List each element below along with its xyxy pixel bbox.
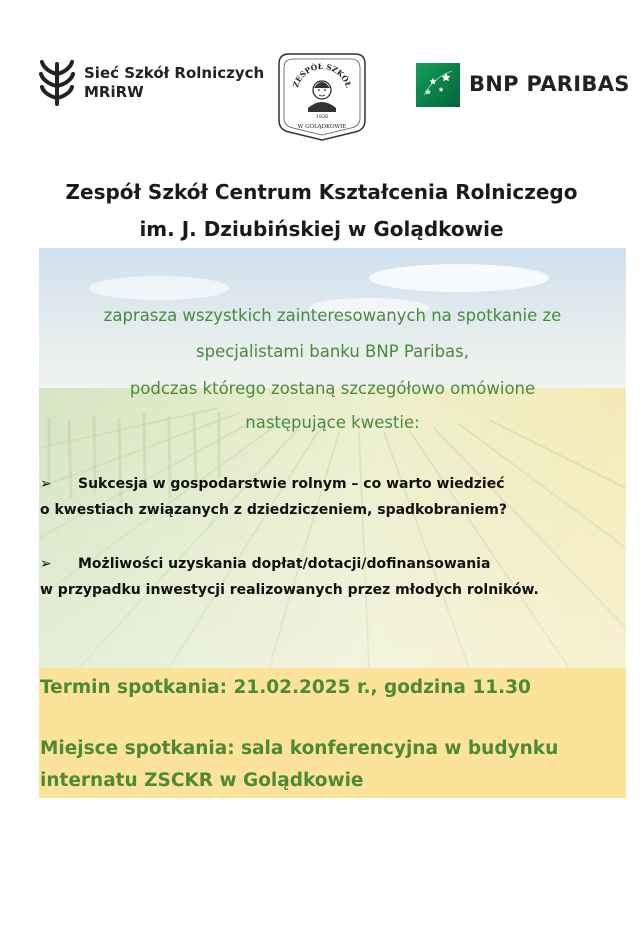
seal-top-text: ZESPÓŁ SZKÓŁ [291, 61, 353, 89]
portrait-seal-icon [275, 50, 369, 142]
arrow-bullet-icon: ➢ [40, 476, 52, 492]
sprout-icon [38, 60, 76, 106]
bullet-line1: Możliwości uzyskania dopłat/dotacji/dofinansowania [78, 556, 491, 572]
intro-paragraph-2 [39, 372, 626, 440]
siec-logo-text [84, 64, 264, 102]
arrow-bullet-icon: ➢ [40, 556, 52, 572]
siec-logo-line1: Sieć Szkół Rolniczych [84, 64, 265, 82]
intro-line3: podczas którego zostaną szczegółowo omówione [129, 379, 536, 398]
bnp-paribas-logo [416, 63, 630, 107]
siec-szkol-logo [38, 60, 265, 108]
seal-year: 1926 [315, 114, 329, 120]
meeting-date: Termin spotkania: 21.02.2025 r., godzina 11.30 [40, 677, 531, 698]
intro-line2: specjalistami banku BNP Paribas, [196, 342, 469, 361]
meeting-place-line2: internatu ZSCKR w Golądkowie [40, 770, 364, 791]
page-title [0, 174, 643, 248]
intro-line1: zaprasza wszystkich zainteresowanych na spotkanie ze [103, 306, 562, 325]
bullet-line2: o kwestiach związanych z dziedziczeniem, spadkobraniem? [40, 502, 507, 518]
meeting-place [40, 733, 558, 797]
intro-paragraph-1 [39, 298, 626, 370]
bullet-item [40, 471, 630, 523]
bullet-item [40, 551, 630, 603]
title-line1: Zespół Szkół Centrum Kształcenia Rolniczego [65, 180, 578, 204]
meeting-place-line1: Miejsce spotkania: sala konferencyjna w budynku [40, 738, 559, 759]
school-seal-logo [275, 50, 369, 142]
bullet-line2: w przypadku inwestycji realizowanych przez młodych rolników. [40, 582, 539, 598]
seal-bottom-text: W GOLĄDKOWIE [297, 124, 347, 130]
intro-line4: następujące kwestie: [245, 413, 420, 432]
title-line2: im. J. Dziubińskiej w Golądkowie [139, 217, 504, 241]
siec-logo-line2: MRiRW [84, 83, 144, 101]
stars-square-icon [416, 63, 460, 107]
bnp-logo-text: BNP PARIBAS [469, 72, 630, 96]
bullet-line1: Sukcesja w gospodarstwie rolnym – co warto wiedzieć [78, 476, 505, 492]
